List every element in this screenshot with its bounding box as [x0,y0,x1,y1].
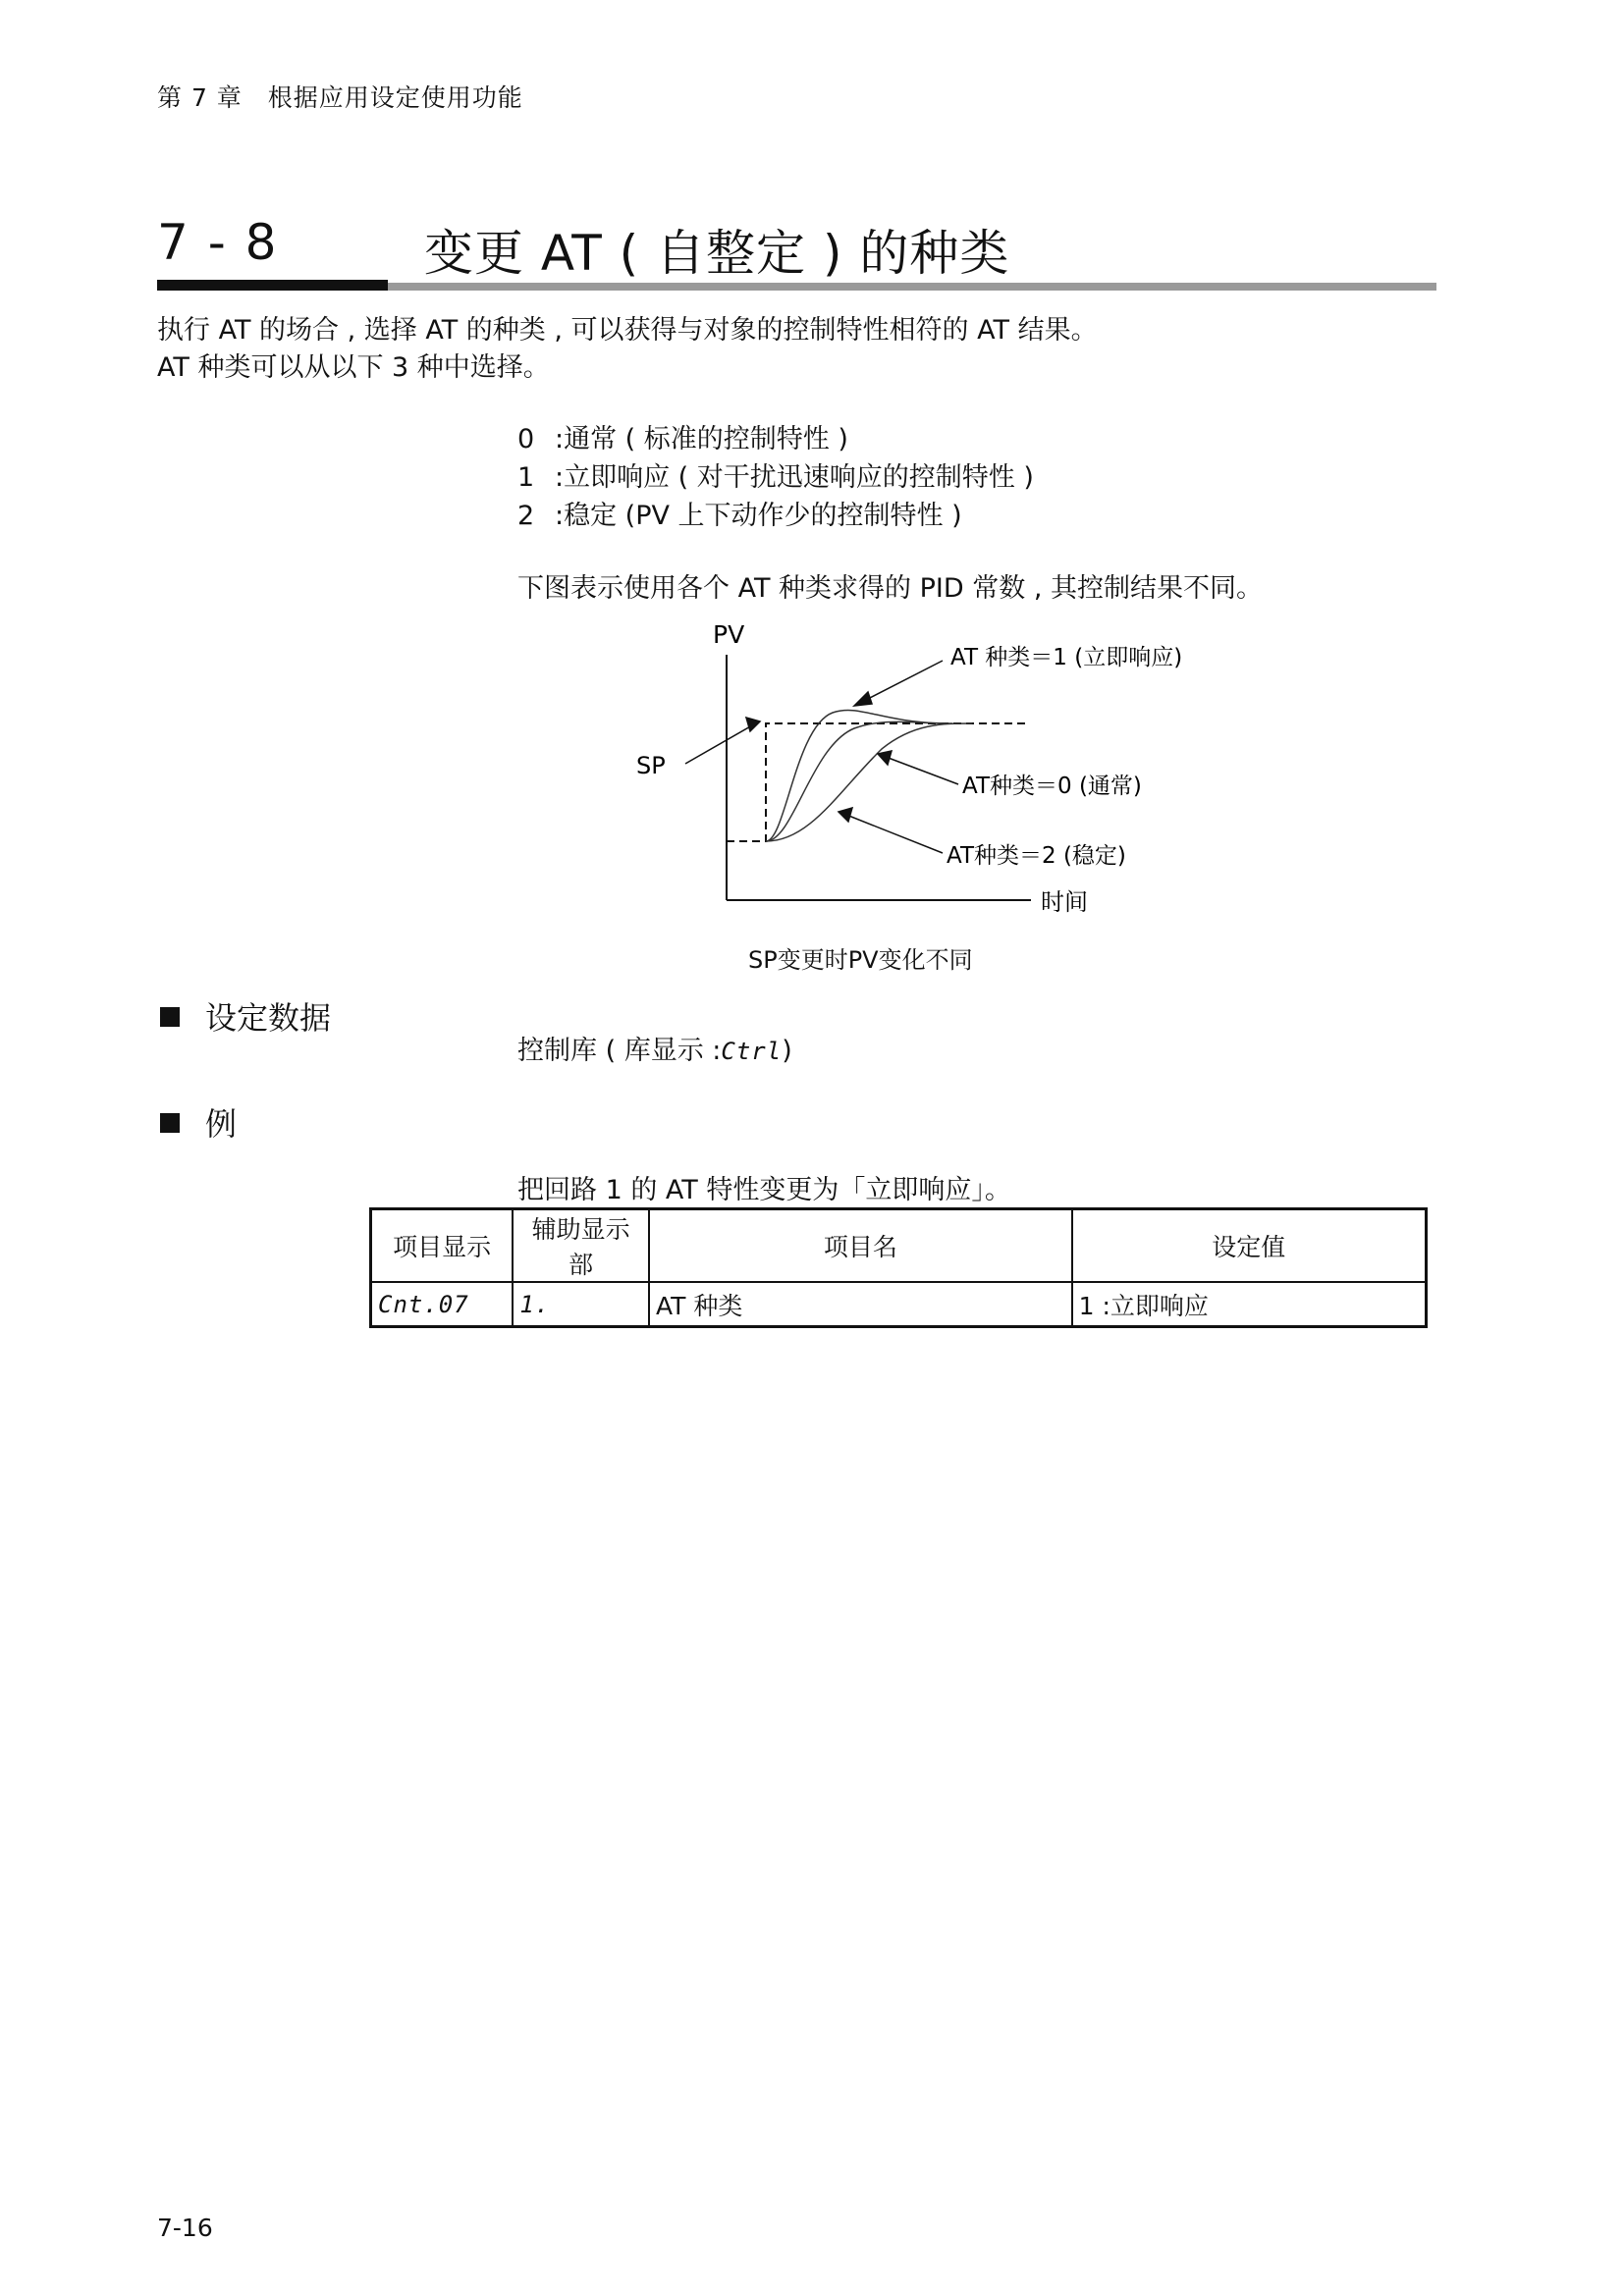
example-heading-text: 例 [205,1105,238,1143]
title-rule-dark [157,280,388,291]
arrow-type0 [878,751,958,784]
intro-paragraph [157,312,1098,387]
figure-intro: 下图表示使用各个 AT 种类求得的 PID 常数 , 其控制结果不同。 [517,573,1263,604]
settings-line [517,1029,792,1067]
label-type1: AT 种类＝1 (立即响应) [950,645,1183,670]
section-title: 变更 AT ( 自整定 ) 的种类 [424,225,1010,282]
option-item [517,497,1034,535]
option-text: :通常 ( 标准的控制特性 ) [555,424,848,454]
settings-prefix: 控制库 ( 库显示 : [517,1036,722,1066]
table-header: 设定值 [1072,1209,1427,1283]
settings-heading [160,993,331,1039]
table-row [371,1282,1427,1327]
option-number: 2 [517,501,535,531]
bullet-square [160,1113,180,1133]
title-rule-gray [388,283,1436,291]
at-type-options [517,420,1034,535]
chapter-header: 第 7 章 根据应用设定使用功能 [157,83,523,112]
section-number: 7 - 8 [157,214,279,271]
table-cell-setting-value: 1 :立即响应 [1072,1282,1427,1327]
intro-line-1: 执行 AT 的场合 , 选择 AT 的种类 , 可以获得与对象的控制特性相符的 AT 结果。 [157,315,1098,346]
table-cell-item-name: AT 种类 [649,1282,1072,1327]
option-item [517,458,1034,497]
arrow-type1 [854,661,943,706]
intro-line-2: AT 种类可以从以下 3 种中选择。 [157,352,550,383]
figure-caption: SP变更时PV变化不同 [748,946,973,974]
table-header: 辅助显示部 [513,1209,649,1283]
label-type2: AT种类＝2 (稳定) [947,843,1126,869]
example-heading [160,1099,237,1145]
option-text: :立即响应 ( 对干扰迅速响应的控制特性 ) [555,462,1034,493]
option-item [517,420,1034,458]
page-number: 7-16 [157,2214,213,2242]
arrow-sp [685,718,760,764]
bank-display-code: Ctrl [721,1038,783,1065]
table-cell-item-display: Cnt.07 [371,1282,514,1327]
option-text: :稳定 (PV 上下动作少的控制特性 ) [555,501,962,531]
x-axis-label: 时间 [1041,888,1088,916]
bullet-square [160,1007,180,1027]
settings-heading-text: 设定数据 [205,999,332,1037]
settings-suffix: ) [782,1036,792,1066]
example-table [369,1207,1428,1328]
arrow-type2 [839,808,943,853]
table-header: 项目名 [649,1209,1072,1283]
option-number: 1 [517,462,535,493]
table-header-row [371,1209,1427,1283]
pv-response-diagram [619,614,1227,972]
option-number: 0 [517,424,535,454]
label-type0: AT种类＝0 (通常) [962,774,1142,799]
table-cell-aux-display: 1. [513,1282,649,1327]
sp-label: SP [636,752,666,779]
table-header: 项目显示 [371,1209,514,1283]
curve-type0 [766,721,952,841]
example-line: 把回路 1 的 AT 特性变更为「立即响应」。 [517,1175,1011,1205]
y-axis-label: PV [713,620,745,649]
